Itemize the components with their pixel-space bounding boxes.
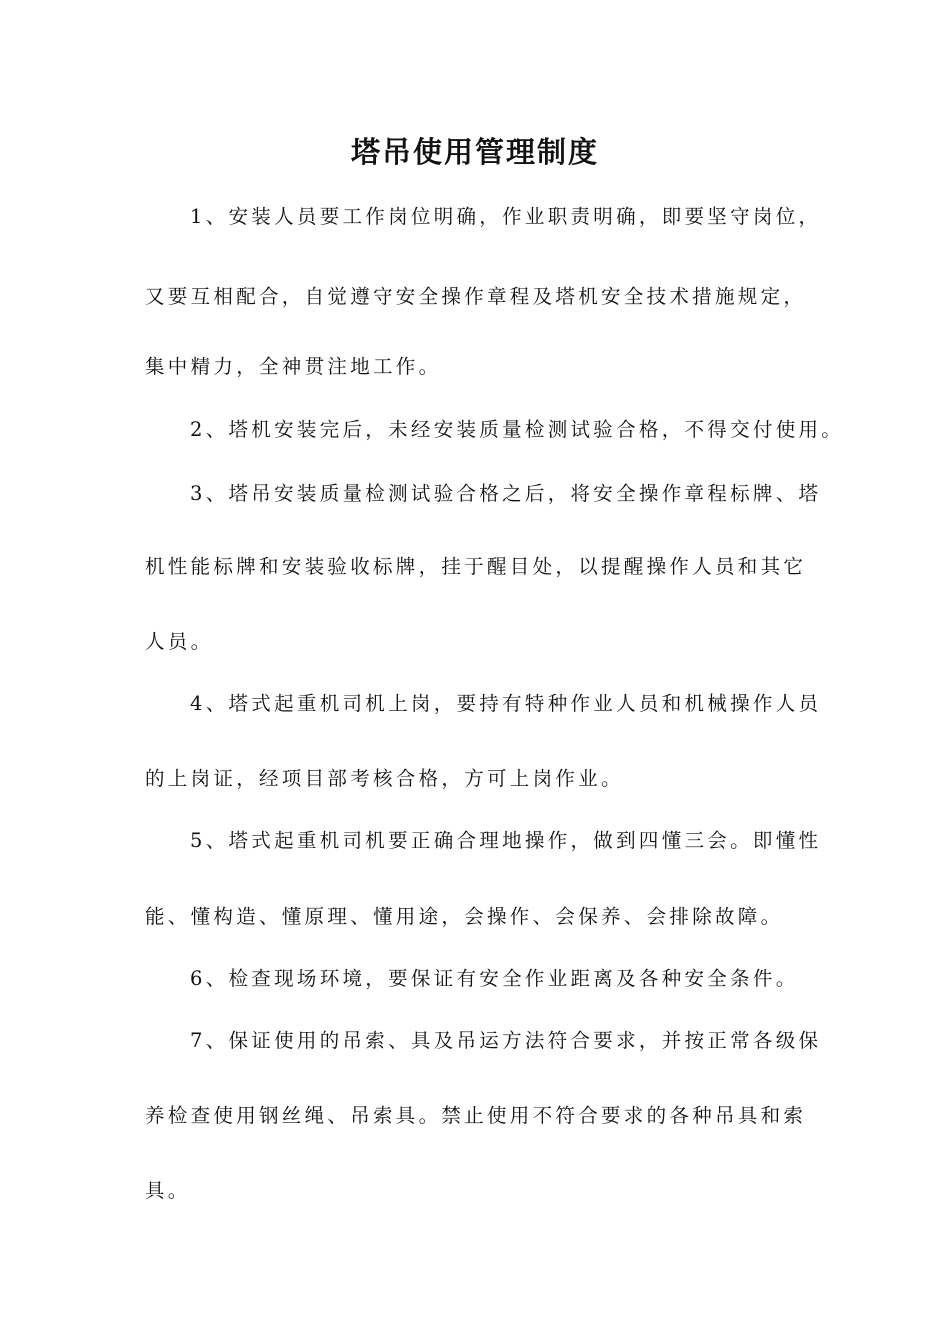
paragraph-5-line-1: 5、塔式起重机司机要正确合理地操作，做到四懂三会。即懂性 <box>190 829 822 852</box>
paragraph-3-line-1: 3、塔吊安装质量检测试验合格之后，将安全操作章程标牌、塔 <box>190 482 822 505</box>
paragraph-3-line-3: 人员。 <box>145 630 214 653</box>
paragraph-7-line-2: 养检查使用钢丝绳、吊索具。禁止使用不符合要求的各种吊具和索 <box>145 1104 807 1127</box>
paragraph-2-line-1: 2、塔机安装完后，未经安装质量检测试验合格，不得交付使用。 <box>190 418 845 441</box>
paragraph-4-line-2: 的上岗证，经项目部考核合格，方可上岗作业。 <box>145 767 624 790</box>
paragraph-1-line-2: 又要互相配合，自觉遵守安全操作章程及塔机安全技术措施规定， <box>145 285 807 308</box>
paragraph-7-line-1: 7、保证使用的吊索、具及吊运方法符合要求，并按正常各级保 <box>190 1029 822 1052</box>
paragraph-7-line-3: 具。 <box>145 1179 191 1202</box>
paragraph-1-line-3: 集中精力，全神贯注地工作。 <box>145 355 442 378</box>
document-title: 塔吊使用管理制度 <box>350 135 599 169</box>
paragraph-4-line-1: 4、塔式起重机司机上岗，要持有特种作业人员和机械操作人员 <box>190 692 822 715</box>
paragraph-5-line-2: 能、懂构造、懂原理、懂用途，会操作、会保养、会排除故障。 <box>145 905 784 928</box>
paragraph-6-line-1: 6、检查现场环境，要保证有安全作业距离及各种安全条件。 <box>190 967 799 990</box>
paragraph-1-line-1: 1、安装人员要工作岗位明确，作业职责明确，即要坚守岗位， <box>190 205 822 228</box>
paragraph-3-line-2: 机性能标牌和安装验收标牌，挂于醒目处，以提醒操作人员和其它 <box>145 555 807 578</box>
